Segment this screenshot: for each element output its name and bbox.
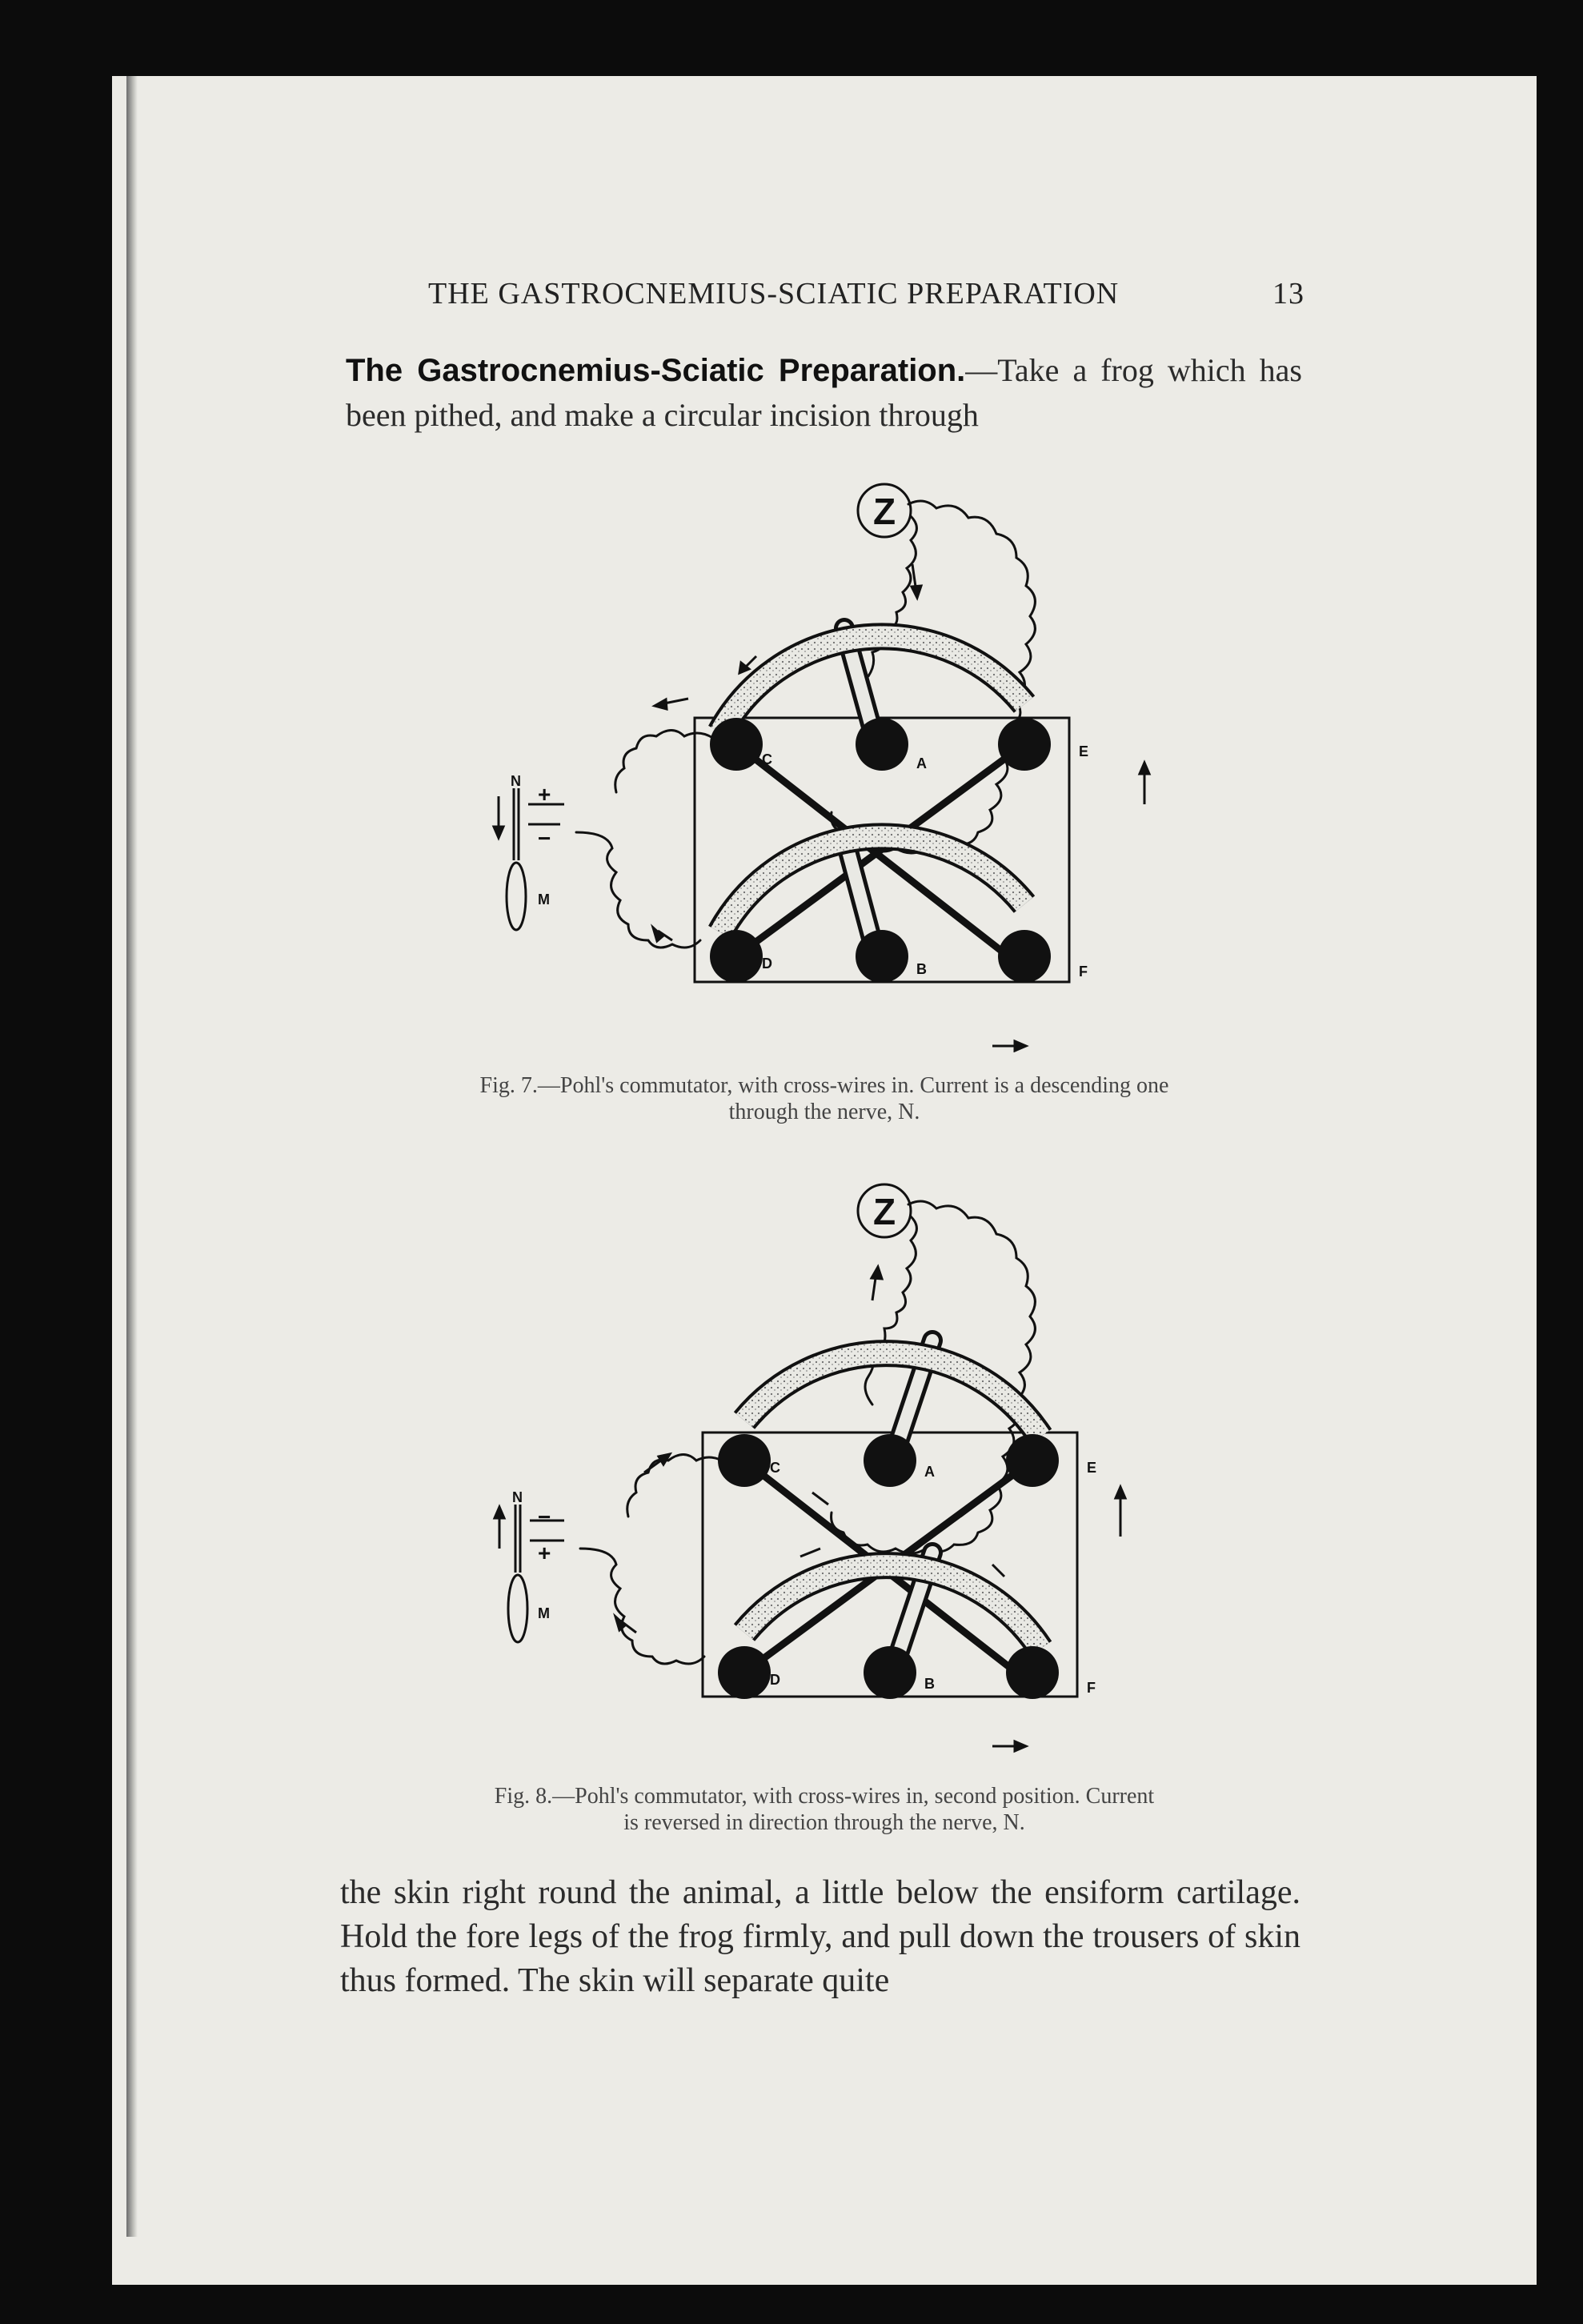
section-heading: The Gastrocnemius-Sciatic Preparation. — [346, 353, 966, 388]
fig8-cup-f — [1006, 1646, 1059, 1699]
fig7-arrow-down — [494, 827, 503, 838]
fig8-label-plus: + — [538, 1541, 551, 1565]
fig7-label-b: B — [916, 961, 927, 977]
fig8-cup-b — [864, 1646, 916, 1699]
fig7-label-n: N — [511, 773, 521, 789]
fig8-cup-e — [1006, 1434, 1059, 1487]
fig7-cup-a — [856, 718, 908, 771]
fig7-muscle — [507, 863, 526, 930]
fig7-label-z: Z — [873, 491, 896, 532]
figure-7-caption-line1: Fig. 7.—Pohl's commutator, with cross-wires in. Current is a descending one — [479, 1073, 1169, 1098]
running-title: THE GASTROCNEMIUS-SCIATIC PREPARATION — [428, 277, 1120, 311]
fig8-cup-a — [864, 1434, 916, 1487]
fig8-muscle — [508, 1575, 527, 1642]
fig7-cup-c — [710, 718, 763, 771]
fig7-cup-b — [856, 930, 908, 983]
fig8-cup-d — [718, 1646, 771, 1699]
fig7-label-plus: + — [538, 782, 551, 807]
fig7-label-d: D — [762, 956, 772, 972]
fig7-label-f: F — [1079, 964, 1088, 980]
fig8-label-c: C — [770, 1460, 780, 1476]
fig7-label-m: M — [538, 892, 550, 908]
fig7-cup-e — [998, 718, 1051, 771]
figure-8-caption — [344, 1783, 1304, 1836]
fig8-label-e: E — [1087, 1460, 1097, 1476]
running-header — [428, 276, 1304, 311]
fig8-arrow-up — [495, 1507, 504, 1518]
figure-7-caption-line2: through the nerve, N. — [728, 1100, 920, 1124]
fig7-cup-f — [998, 930, 1051, 983]
fig8-label-minus: − — [538, 1505, 551, 1529]
fig8-label-b: B — [924, 1676, 935, 1692]
fig8-wire-z-to-f — [832, 1201, 1036, 1553]
fig7-cup-d — [710, 930, 763, 983]
fig8-label-z: Z — [873, 1191, 896, 1232]
fig7-label-e: E — [1079, 743, 1089, 759]
figure-7-diagram — [480, 468, 1160, 1052]
page-number: 13 — [1272, 277, 1304, 311]
book-spine — [126, 76, 138, 2237]
fig8-cup-c — [718, 1434, 771, 1487]
fig7-label-a: A — [916, 755, 927, 771]
continuation-paragraph: the skin right round the animal, a little below the ensiform cartilage. Hold the fore legs of the frog firmly, and pull down the trousers of skin thus formed. The skin will separate quite — [340, 1874, 1300, 1999]
figure-8-caption-line2: is reversed in direction through the nerve, N. — [623, 1810, 1025, 1835]
fig8-label-m: M — [538, 1605, 550, 1621]
fig7-label-c: C — [762, 751, 772, 767]
figure-7-caption — [344, 1072, 1304, 1125]
fig8-wire-to-nerve — [580, 1455, 728, 1665]
fig7-label-minus: − — [538, 826, 551, 851]
fig8-label-f: F — [1087, 1680, 1096, 1696]
figure-8-caption-line1: Fig. 8.—Pohl's commutator, with cross-wires in, second position. Current — [494, 1784, 1155, 1809]
intro-text: —Take a frog which has been pithed, and make a circular incision through — [346, 352, 1302, 433]
fig8-label-n: N — [512, 1489, 523, 1505]
fig8-label-a: A — [924, 1464, 935, 1480]
fig8-wire-z-to-a — [865, 1216, 917, 1404]
intro-paragraph — [346, 348, 1302, 437]
figure-8-diagram — [488, 1168, 1168, 1761]
fig8-label-d: D — [770, 1672, 780, 1688]
